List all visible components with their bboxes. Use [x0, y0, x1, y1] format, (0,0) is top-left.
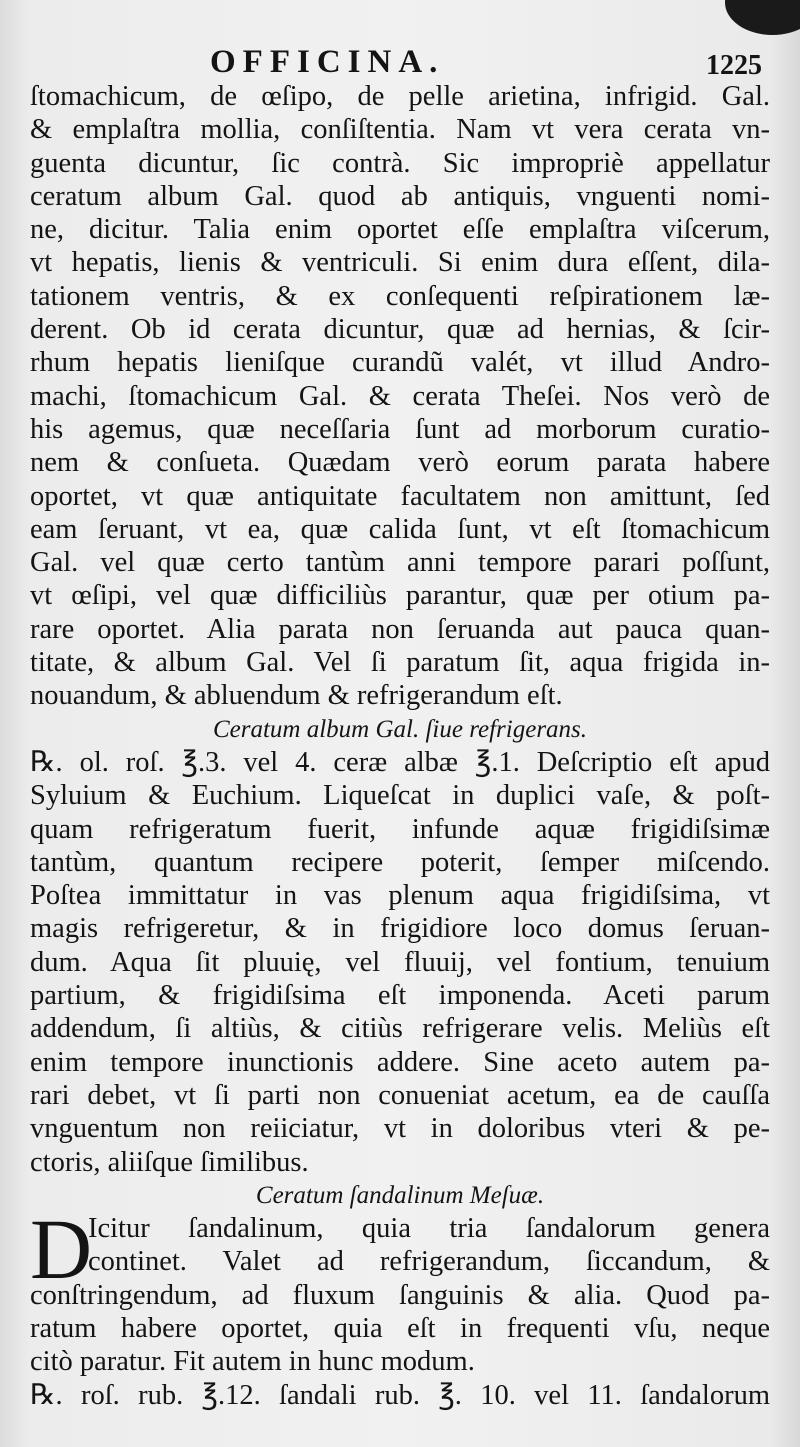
text-line: ſtomachicum, de œſipo, de pelle arietina, infrigid. Gal.	[30, 81, 770, 112]
text-line: vt œſipi, vel quæ difficiliùs parantur, quæ per otium pa-	[30, 580, 770, 612]
text-line: Icitur ſandalinum, quia tria ſandalorum genera	[88, 1213, 770, 1245]
text-line: vt hepatis, lienis & ventriculi. Si enim dura eſſent, dila-	[30, 247, 770, 279]
text-line: Syluium & Euchium. Liqueſcat in duplici vaſe, & poſt-	[30, 780, 770, 812]
text-line: oportet, vt quæ antiquitate facultatem non amittunt, ſed	[30, 480, 770, 512]
text-line: Gal. vel quæ certo tantùm anni tempore parari poſſunt,	[30, 547, 770, 579]
section-heading: Ceratum ſandalinum Meſuæ.	[255, 1181, 545, 1209]
paragraph-1	[30, 80, 770, 713]
text-line: ℞. roſ. rub. ℥.12. ſandali rub. ℥. 10. vel 11. ſandalorum	[30, 1379, 770, 1411]
text-line: dum. Aqua ſit pluuię, vel fluuij, vel fontium, tenuium	[30, 946, 770, 978]
text-line: guenta dicuntur, ſic contrà. Sic impropriè appellatur	[30, 147, 770, 179]
text-line: addendum, ſi altiùs, & citiùs refrigerare velis. Meliùs eſt	[30, 1013, 770, 1045]
section-heading: Ceratum album Gal. ſiue refrigerans.	[212, 715, 588, 743]
text-line: ne, dicitur. Talia enim oportet eſſe emplaſtra viſcerum,	[30, 214, 770, 246]
text-line: tantùm, quantum recipere poterit, ſemper miſcendo.	[30, 846, 770, 878]
text-line: citò paratur. Fit autem in hunc modum.	[30, 1346, 475, 1378]
text-line: nem & conſueta. Quædam verò eorum parata habere	[30, 447, 770, 479]
text-line: & emplaſtra mollia, conſiſtentia. Nam vt vera cerata vn-	[30, 114, 770, 146]
text-line: eam ſeruant, vt ea, quæ calida ſunt, vt eſt ſtomachicum	[30, 513, 770, 545]
text-line: conſtringendum, ad fluxum ſanguinis & alia. Quod pa-	[30, 1279, 770, 1311]
drop-cap: D	[30, 1201, 93, 1298]
text-line: rhum hepatis lieniſque curandũ valét, vt illud Andro-	[30, 347, 770, 379]
text-line: his agemus, quæ neceſſaria ſunt ad morborum curatio-	[30, 413, 770, 445]
text-line: enim tempore inunctionis addere. Sine aceto autem pa-	[30, 1046, 770, 1078]
ink-blot	[725, 0, 800, 35]
page-number: 1225	[706, 50, 762, 81]
text-line: partium, & frigidiſsima eſt imponenda. Aceti parum	[30, 980, 770, 1012]
text-line: Poſtea immittatur in vas plenum aqua frigidiſsima, vt	[30, 880, 770, 912]
text-line: titate, & album Gal. Vel ſi paratum ſit, aqua frigida in-	[30, 647, 770, 679]
text-line: nouandum, & abluendum & refrigerandum eſt.	[30, 680, 563, 712]
paragraph-2	[30, 746, 770, 1179]
text-line: vnguentum non reiiciatur, vt in doloribus vteri & pe-	[30, 1113, 770, 1145]
text-line: ℞. ol. roſ. ℥.3. vel 4. ceræ albæ ℥.1. Deſcriptio eſt apud	[30, 746, 770, 778]
text-line: rari debet, vt ſi parti non conueniat acetum, ea de cauſſa	[30, 1079, 770, 1111]
text-line: machi, ſtomachicum Gal. & cerata Theſei. Nos verò de	[30, 380, 770, 412]
running-head: OFFICINA.	[210, 44, 445, 80]
text-line: derent. Ob id cerata dicuntur, quæ ad hernias, & ſcir-	[30, 314, 770, 346]
text-line: rare oportet. Alia parata non ſeruanda aut pauca quan-	[30, 613, 770, 645]
body-text	[30, 80, 770, 1412]
text-line: magis refrigeretur, & in frigidiore loco domus ſeruan-	[30, 913, 770, 945]
text-line: ceratum album Gal. quod ab antiquis, vnguenti nomi-	[30, 180, 770, 212]
text-line: tationem ventris, & ex conſequenti reſpirationem læ-	[30, 280, 770, 312]
text-line: quam refrigeratum fuerit, infunde aquæ frigidiſsimæ	[30, 813, 770, 845]
text-line: ratum habere oportet, quia eſt in frequenti vſu, neque	[30, 1312, 770, 1344]
text-line: ctoris, aliiſque ſimilibus.	[30, 1146, 309, 1178]
paragraph-3	[30, 1201, 770, 1412]
text-line: continet. Valet ad refrigerandum, ſiccandum, &	[88, 1246, 770, 1278]
